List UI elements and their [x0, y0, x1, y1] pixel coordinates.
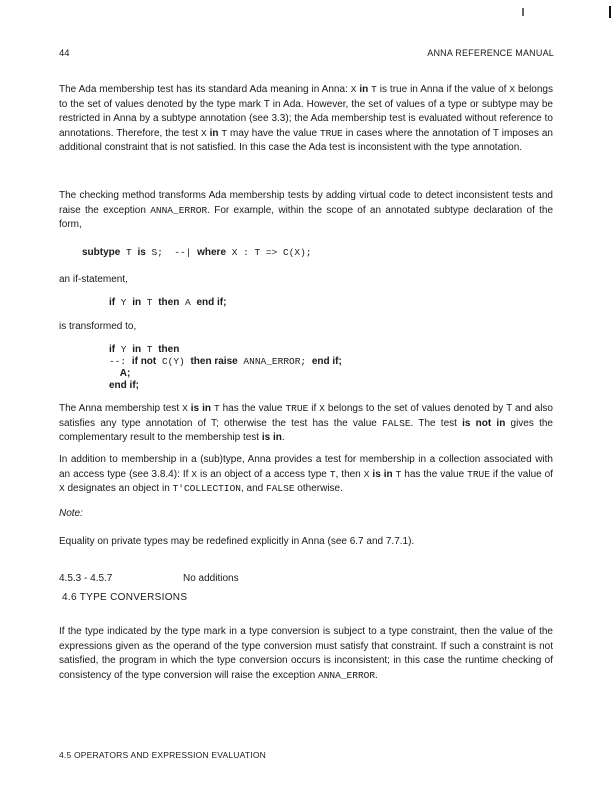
paragraph-equality: [59, 535, 553, 550]
text-run: is transformed to,: [59, 321, 137, 332]
text-run: ANNA_ERROR: [150, 204, 208, 216]
text-run: A: [179, 297, 197, 308]
subsection-text: No additions: [183, 573, 239, 584]
text-run: if: [109, 344, 116, 355]
text-run: is in: [369, 468, 396, 480]
code-transformed: [109, 344, 342, 392]
text-run: X : T => C(X);: [226, 247, 312, 258]
text-run: end if: [311, 356, 339, 367]
text-run: may have the value: [227, 127, 320, 139]
text-run: in: [356, 84, 372, 95]
text-run: X: [350, 84, 357, 95]
paragraph-collection-membership: [59, 453, 553, 497]
code-line: [109, 380, 342, 392]
code-line: [109, 344, 342, 356]
text-run: otherwise.: [294, 483, 343, 495]
text-run: has the value: [401, 468, 468, 480]
text-run: gives the complementary result to the membership test: [59, 417, 553, 444]
text-run: The Anna membership test: [59, 403, 183, 414]
text-run: belongs to the set of values denoted by T and also satisfies any type annotation of T; otherwise the test has the value: [59, 403, 553, 429]
text-run: In addition to membership in a (sub)type, Anna provides a test for membership in a collection associated with an access type (see 3.8.4): If: [59, 454, 553, 480]
page-number: 44: [59, 48, 70, 59]
text-run: .: [281, 432, 285, 444]
text-run: T: [141, 297, 159, 308]
note-label: [59, 507, 553, 522]
text-run: is an object of a access type: [197, 468, 330, 480]
text-run: The Ada membership test has its standard Ada meaning in Anna:: [59, 84, 351, 95]
text-run: X: [201, 127, 207, 139]
text-run: end if: [109, 380, 136, 391]
text-run: T: [371, 84, 377, 95]
text-run: , then: [335, 468, 364, 480]
text-run: if: [109, 297, 116, 308]
scan-mark: [522, 8, 524, 16]
text-run: TRUE: [285, 403, 309, 414]
text-run: .: [375, 669, 378, 681]
text-run: is: [137, 247, 146, 258]
text-run: S; --|: [145, 247, 198, 258]
text-run: T: [329, 468, 336, 480]
scan-mark: [609, 6, 611, 18]
text-run: then raise: [190, 356, 238, 367]
text-run: ANNA_ERROR: [318, 669, 376, 681]
text-run: if the value of: [489, 468, 554, 480]
paragraph-anna-membership: [59, 402, 553, 446]
text-run: ;: [223, 297, 227, 308]
text-run: . The test: [410, 417, 463, 429]
text-run: X: [509, 84, 516, 95]
text-run: an if-statement,: [59, 274, 128, 285]
text-run: If the type indicated by the type mark in a type conversion is subject to a type constraint, then the value of the expressions given as the operand of the type conversion must satisfy that constraint. If such a constraint is not satisfied, the program in which the type conversion occurs is inconsistent; in this case the runtime checking of consistency of the type conversion will raise the exception: [59, 626, 553, 681]
text-run: in cases where the annotation of T imposes an additional constraint that is not satisfied. In this case the Ada test is inconsistent with the type annotation.: [59, 127, 553, 154]
text-run: , and: [240, 483, 267, 495]
text-run: . For example, within the scope of an annotated subtype declaration of the form,: [59, 204, 554, 231]
text-run: designates an object in: [64, 483, 173, 495]
text-run: is in: [187, 403, 214, 414]
text-run: ;: [135, 380, 140, 391]
text-run: --:: [109, 356, 132, 367]
running-header: ANNA REFERENCE MANUAL: [427, 48, 554, 58]
text-run: is in: [261, 432, 282, 444]
text-run: T: [213, 403, 220, 414]
text-run: Y: [115, 344, 133, 355]
text-run: X: [319, 403, 325, 414]
text-run: X: [191, 468, 198, 480]
text-run: T: [120, 247, 138, 258]
text-run: X: [182, 403, 188, 414]
text-run: then: [158, 344, 180, 355]
paragraph-ada-membership: [59, 83, 553, 156]
text-run: FALSE: [382, 417, 411, 429]
text-run: belongs to the set of values denoted by the type mark T in Ada. However, the set of values of a type or subtype may be restricted in Anna by a subtype annotation (see 3.3); the Ada membership test is evaluated without reference to annotations. Therefore, the test: [59, 84, 553, 139]
subsection-number: 4.5.3 - 4.5.7: [59, 573, 113, 584]
code-subtype-declaration: [82, 247, 312, 259]
text-run: TRUE: [467, 468, 490, 480]
code-line: [109, 356, 342, 368]
text-run: T: [395, 468, 402, 480]
text-run: TRUE: [319, 127, 343, 139]
text-run: X: [59, 483, 65, 495]
code-if-statement: [109, 297, 226, 309]
text-run: T: [221, 127, 228, 139]
paragraph-type-conversions: [59, 625, 553, 683]
text-run: is not in: [462, 417, 506, 429]
text-run: T'COLLECTION: [172, 483, 241, 495]
paragraph-transformed-intro: [59, 320, 553, 335]
text-run: if: [308, 403, 320, 414]
text-run: ;: [338, 356, 342, 367]
text-run: in: [132, 297, 142, 308]
running-footer: 4.5 OPERATORS AND EXPRESSION EVALUATION: [59, 750, 266, 760]
text-run: A;: [109, 368, 131, 379]
text-run: C(Y): [156, 356, 191, 367]
text-run: has the value: [219, 403, 286, 414]
text-run: where: [197, 247, 227, 258]
text-run: then: [158, 297, 180, 308]
text-run: end if: [196, 297, 224, 308]
text-run: Note:: [59, 508, 83, 519]
text-run: Y: [115, 297, 133, 308]
paragraph-checking-method: [59, 189, 553, 233]
text-run: X: [363, 468, 370, 480]
text-run: FALSE: [266, 483, 295, 495]
text-run: ANNA_ERROR;: [237, 356, 312, 367]
text-run: in: [206, 127, 222, 139]
text-run: The checking method transforms Ada membership tests by adding virtual code to detect inconsistent tests and raise the exception: [59, 190, 553, 216]
text-run: Equality on private types may be redefined explicitly in Anna (see 6.7 and 7.7.1).: [59, 536, 415, 547]
text-run: subtype: [82, 247, 121, 258]
text-run: if not: [131, 356, 157, 367]
text-run: in: [132, 344, 142, 355]
text-run: is true in Anna if the value of: [376, 84, 510, 95]
code-line: [109, 368, 342, 380]
paragraph-if-statement-intro: [59, 273, 553, 288]
section-heading: 4.6 TYPE CONVERSIONS: [62, 592, 188, 603]
text-run: T: [141, 344, 159, 355]
